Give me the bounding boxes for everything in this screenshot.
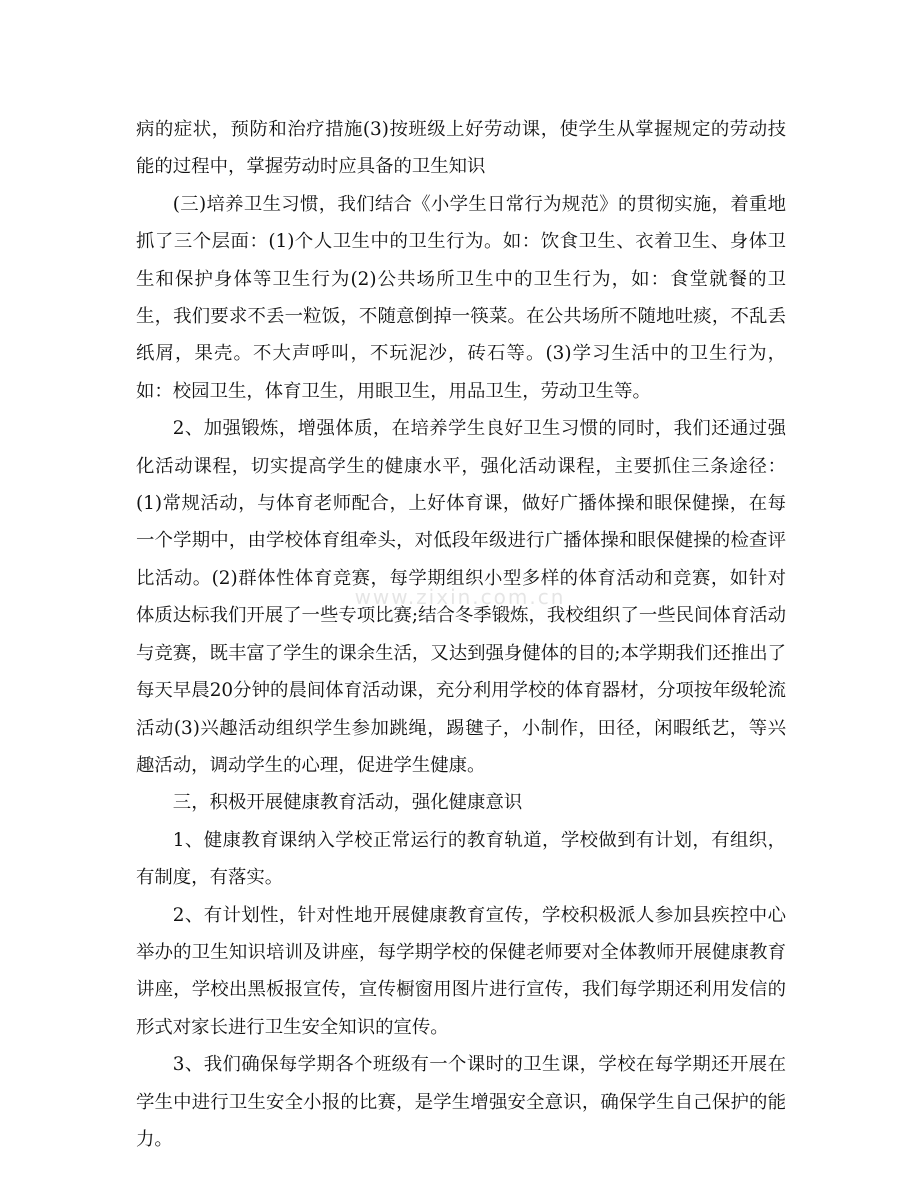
paragraph-hygiene-class: 3、我们确保每学期各个班级有一个课时的卫生课，学校在每学期还开展在学生中进行卫生安全小报的比赛，是学生增强安全意识，确保学生自己保护的能力。 xyxy=(136,1054,786,1150)
watermark: www.zixin.com.cn xyxy=(354,585,566,609)
section-heading-health-education: 三，积极开展健康教育活动，强化健康意识 xyxy=(172,792,523,814)
paragraph-exercise: 2、加强锻炼，增强体质，在培养学生良好卫生习惯的同时，我们还通过强化活动课程，切实提高学生的健康水平，强化活动课程，主要抓住三条途径：(1)常规活动，与体育老师配合，上好体育课，做好广播体操和眼保健操，在每一个学期中，由学校体育组牵头，对低段年级进行广播体操和眼保健操的检查评比活动。(2)群体性体育竞赛，每学期组织小型多样的体育活动和竞赛，如针对体质达标我们开展了一些专项比赛;结合冬季锻炼，我校组织了一些民间体育活动与竞赛，既丰富了学生的课余生活，又达到强身健体的目的;本学期我们还推出了每天早晨20分钟的晨间体育活动课，充分利用学校的体育器材，分项按年级轮流活动(3)兴趣活动组织学生参加跳绳，踢毽子，小制作，田径，闲暇纸艺，等兴趣活动，调动学生的心理，促进学生健康。 xyxy=(136,418,786,776)
paragraph-hygiene-habits: (三)培养卫生习惯，我们结合《小学生日常行为规范》的贯彻实施，着重地抓了三个层面：(1)个人卫生中的卫生行为。如：饮食卫生、衣着卫生、身体卫生和保护身体等卫生行为(2)公共场所卫生中的卫生行为，如：食堂就餐的卫生，我们要求不丢一粒饭，不随意倒掉一筷菜。在公共场所不随地吐痰，不乱丢纸屑，果壳。不大声呼叫，不玩泥沙，砖石等。(3)学习生活中的卫生行为，如：校园卫生，体育卫生，用眼卫生，用品卫生，劳动卫生等。 xyxy=(136,193,786,402)
paragraph-continuation: 病的症状，预防和治疗措施(3)按班级上好劳动课，使学生从掌握规定的劳动技能的过程中，掌握劳动时应具备的卫生知识 xyxy=(136,119,786,178)
document-body xyxy=(136,111,786,1158)
paragraph-publicity: 2、有计划性，针对性地开展健康教育宣传，学校积极派人参加县疾控中心举办的卫生知识培训及讲座，每学期学校的保健老师要对全体教师开展健康教育讲座，学校出黑板报宣传，宣传橱窗用图片进行宣传，我们每学期还利用发信的形式对家长进行卫生安全知识的宣传。 xyxy=(136,904,786,1038)
paragraph-curriculum: 1、健康教育课纳入学校正常运行的教育轨道，学校做到有计划，有组织，有制度，有落实。 xyxy=(136,829,786,889)
